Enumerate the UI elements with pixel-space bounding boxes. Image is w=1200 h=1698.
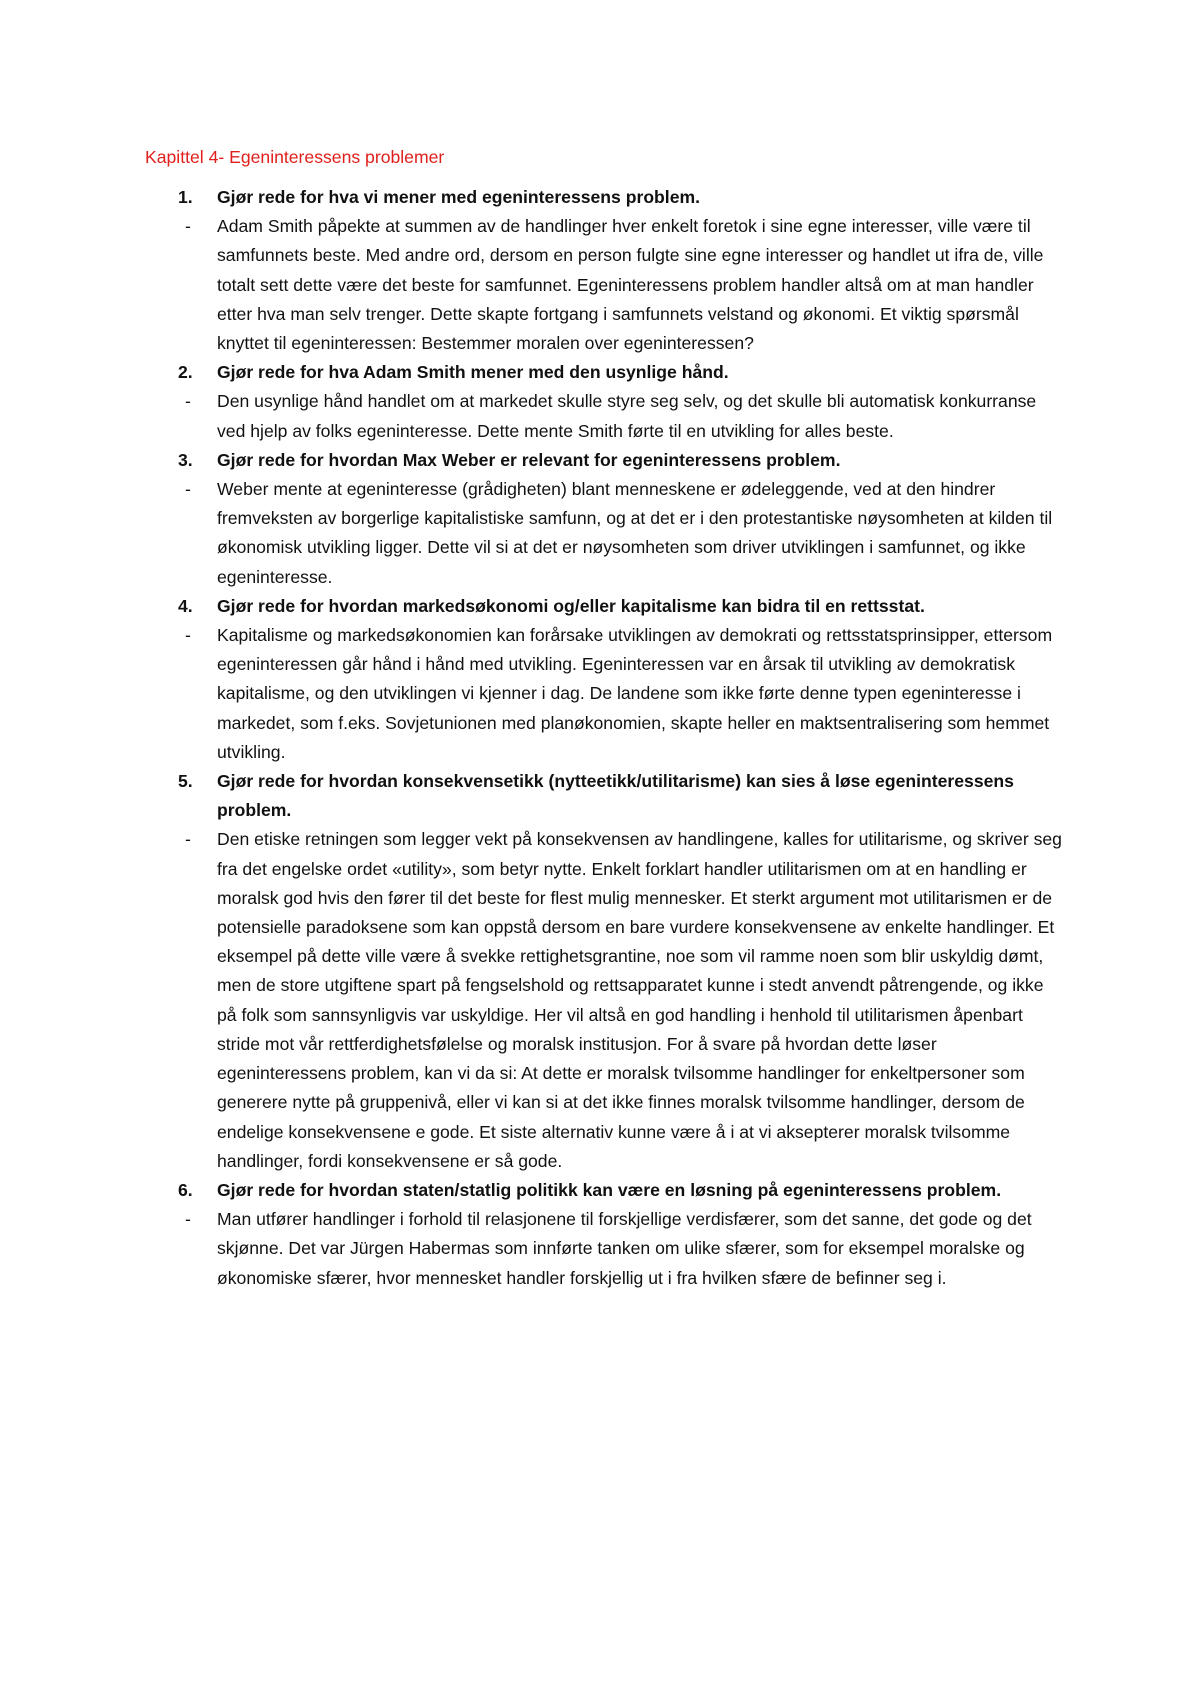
question-number: 2. [178, 362, 193, 383]
question [145, 767, 1065, 825]
answer [145, 475, 1065, 592]
question-text: Gjør rede for hvordan Max Weber er relevant for egeninteressens problem. [217, 449, 841, 470]
dash-bullet: - [185, 625, 191, 646]
answer [145, 621, 1065, 767]
question [145, 1176, 1065, 1205]
qa-item-2 [145, 358, 1065, 446]
question [145, 358, 1065, 387]
answer [145, 212, 1065, 358]
qa-item-5 [145, 767, 1065, 1176]
answer [145, 1205, 1065, 1293]
answer-text: Man utfører handlinger i forhold til relasjonene til forskjellige verdisfærer, som det sanne, det gode og det skjønne. Det var Jürgen Habermas som innførte tanken om ulike sfærer, som for eksempel moralske og økonomiske sfærer, hvor mennesket handler forskjellig ut i fra hvilken sfære de befinner seg i. [217, 1209, 1032, 1288]
dash-bullet: - [185, 829, 191, 850]
qa-item-4 [145, 592, 1065, 767]
question [145, 183, 1065, 212]
question-text: Gjør rede for hvordan markedsøkonomi og/eller kapitalisme kan bidra til en rettsstat. [217, 595, 925, 616]
question [145, 592, 1065, 621]
qa-item-6 [145, 1176, 1065, 1293]
qa-item-1 [145, 183, 1065, 358]
question-number: 5. [178, 771, 193, 792]
qa-item-3 [145, 446, 1065, 592]
question-number: 4. [178, 595, 193, 616]
question-number: 1. [178, 187, 193, 207]
answer-text: Den usynlige hånd handlet om at markedet skulle styre seg selv, og det skulle bli automatisk konkurranse ved hjelp av folks egeninteresse. Dette mente Smith førte til en utvikling for alles beste. [217, 391, 1037, 441]
answer-text: Kapitalisme og markedsøkonomien kan forårsake utviklingen av demokrati og rettsstatsprinsipper, ettersom egeninteressen går hånd i hånd med utvikling. Egeninteressen var en årsak til utvikling av demokratisk kapitalisme, og den utviklingen vi kjenner i dag. De landene som ikke førte denne typen egeninteresse i markedet, som f.eks. Sovjetunionen med planøkonomien, skapte heller en maktsentralisering som hemmet utvikling. [217, 625, 1053, 762]
dash-bullet: - [185, 391, 191, 412]
question-number: 3. [178, 449, 193, 470]
answer-text: Adam Smith påpekte at summen av de handlinger hver enkelt foretok i sine egne interesser, ville være til samfunnets beste. Med andre ord, dersom en person fulgte sine egne interesser og handlet ut ifra de, ville totalt sett dette være det beste for samfunnet. Egeninteressens problem handler altså om at man handler etter hva man selv trenger. Dette skapte fortgang i samfunnets velstand og økonomi. Et viktig spørsmål knyttet til egeninteressen: Bestemmer moralen over egeninteressen? [217, 216, 1044, 354]
dash-bullet: - [185, 1209, 191, 1230]
document-body [145, 146, 1065, 1293]
question-text: Gjør rede for hva vi mener med egeninteressens problem. [217, 187, 701, 207]
answer-text: Weber mente at egeninteresse (grådigheten) blant menneskene er ødeleggende, ved at den hindrer fremveksten av borgerlige kapitalistiske samfunn, og at det er i den protestantiske nøysomheten at kilden til økonomisk utvikling ligger. Dette vil si at det er nøysomheten som driver utviklingen i samfunnet, og ikke egeninteresse. [217, 479, 1053, 587]
question-text: Gjør rede for hvordan konsekvensetikk (nytteetikk/utilitarisme) kan sies å løse egeninteressens problem. [217, 771, 1014, 821]
document-title: Kapittel 4- Egeninteressens problemer [145, 147, 445, 167]
answer-text: Den etiske retningen som legger vekt på konsekvensen av handlingene, kalles for utilitarisme, og skriver seg fra det engelske ordet «utility», som betyr nytte. Enkelt forklart handler utilitarismen om at en handling er moralsk god hvis den fører til det beste for flest mulig mennesker. Et sterkt argument mot utilitarismen er de potensielle paradoksene som kan oppstå dersom en bare vurdere konsekvensene av enkelte handlinger. Et eksempel på dette ville være å svekke rettighetsgrantine, noe som vil ramme noen som blir uskyldig dømt, men de store utgiftene spart på fengselshold og rettsapparatet kunne i stedt anvendt påtrengende, og ikke på folk som sannsynligvis var uskyldige. Her vil altså en god handling i henhold til utilitarismen åpenbart stride mot vår rettferdighetsfølelse og moralsk institusjon. For å svare på hvordan dette løser egeninteressens problem, kan vi da si: At dette er moralsk tvilsomme handlinger for enkeltpersoner som generere nytte på gruppenivå, eller vi kan si at det ikke finnes moralsk tvilsomme handlinger, dersom de endelige konsekvensene e gode. Et siste alternativ kunne være å i at vi aksepterer moralsk tvilsomme handlinger, fordi konsekvensene er så gode. [217, 829, 1062, 1171]
dash-bullet: - [185, 479, 191, 500]
question [145, 446, 1065, 475]
answer [145, 825, 1065, 1175]
question-text: Gjør rede for hvordan staten/statlig politikk kan være en løsning på egeninteressens problem. [217, 1179, 1002, 1200]
dash-bullet: - [185, 216, 191, 237]
answer [145, 387, 1065, 445]
question-text: Gjør rede for hva Adam Smith mener med den usynlige hånd. [217, 362, 729, 383]
question-number: 6. [178, 1179, 193, 1200]
